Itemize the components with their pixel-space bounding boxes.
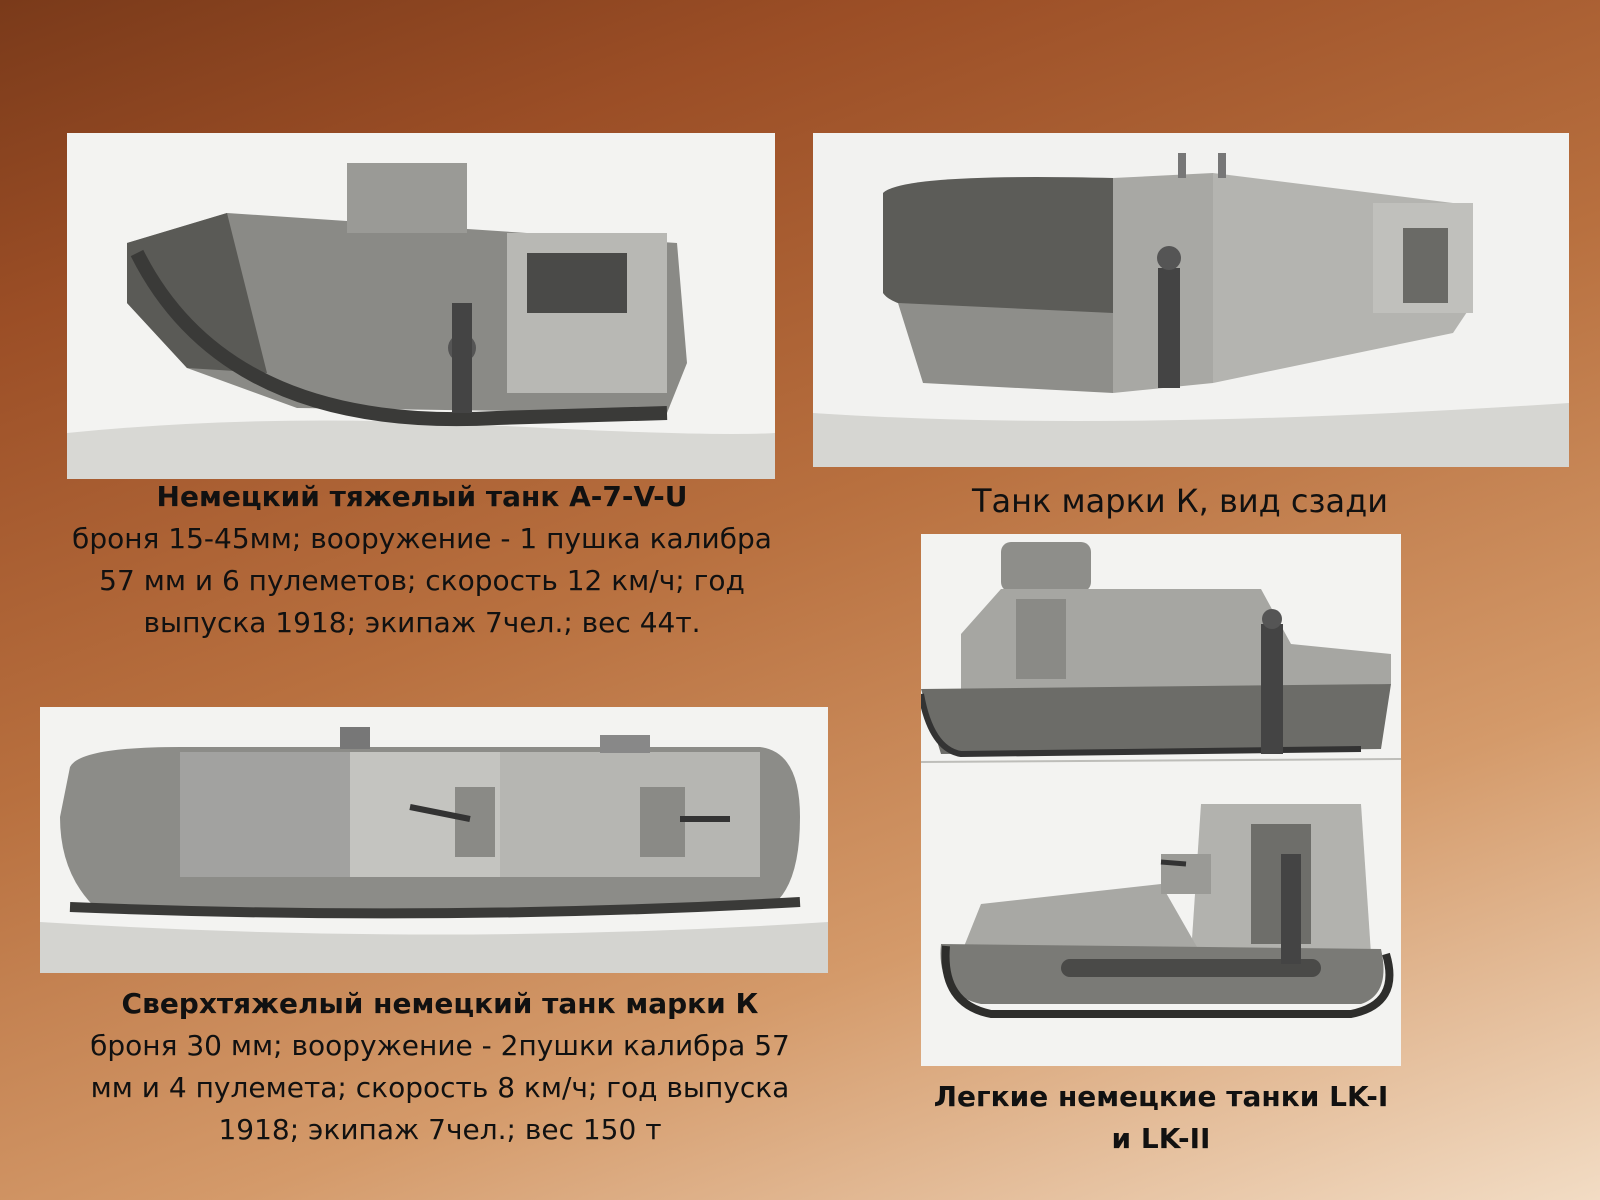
caption-k-side-title: Сверхтяжелый немецкий танк марки К xyxy=(121,987,759,1020)
tank-k-side-view-image xyxy=(40,707,828,973)
caption-k-rear-title: Танк марки К, вид сзади xyxy=(971,482,1389,520)
caption-a7v-u-title: Немецкий тяжелый танк А-7-V-U xyxy=(156,480,688,513)
caption-lk-title-line1: Легкие немецкие танки LK-I xyxy=(933,1080,1389,1113)
tanks-lk-i-lk-ii-image xyxy=(921,534,1401,1066)
caption-a7v-u-description: броня 15-45мм; вооружение - 1 пушка калибра 57 мм и 6 пулеметов; скорость 12 км/ч; год выпуска 1918; экипаж 7чел.; вес 44т. xyxy=(72,522,772,639)
caption-lk-title-line2: и LK-II xyxy=(1111,1122,1211,1155)
tank-k-rear-view-image xyxy=(813,133,1569,467)
caption-k-rear xyxy=(930,480,1430,522)
tank-a7v-u-image xyxy=(67,133,775,479)
caption-lk xyxy=(921,1076,1401,1160)
caption-a7v-u xyxy=(62,476,782,644)
caption-k-side-description: броня 30 мм; вооружение - 2пушки калибра 57 мм и 4 пулемета; скорость 8 км/ч; год выпуска 1918; экипаж 7чел.; вес 150 т xyxy=(90,1029,790,1146)
caption-k-side xyxy=(70,983,810,1151)
